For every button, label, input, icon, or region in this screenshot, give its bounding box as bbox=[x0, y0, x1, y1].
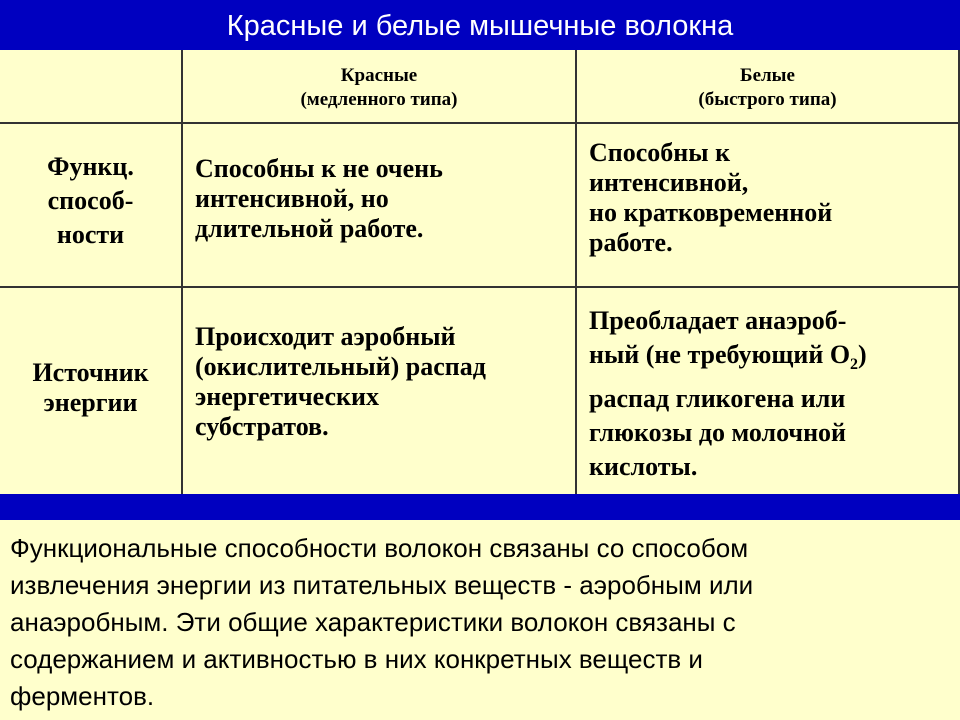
column-divider bbox=[575, 50, 577, 494]
header-white bbox=[577, 64, 958, 112]
cell-line: (окислительный) распад bbox=[195, 352, 486, 381]
cell-red-function bbox=[195, 154, 575, 244]
row-divider bbox=[0, 286, 958, 288]
cell-text: ный (не требующий O bbox=[589, 340, 851, 369]
comparison-table bbox=[0, 50, 960, 494]
divider-band bbox=[0, 494, 960, 520]
label-line: ности bbox=[56, 220, 125, 249]
row-divider bbox=[0, 122, 958, 124]
slide-title: Красные и белые мышечные волокна bbox=[0, 0, 960, 50]
cell-line: субстратов. bbox=[195, 412, 329, 441]
column-divider bbox=[181, 50, 183, 494]
cell-line: Происходит аэробный bbox=[195, 322, 456, 351]
row-label-energy bbox=[0, 358, 181, 418]
label-line: Функц. bbox=[47, 152, 134, 181]
cell-line: Способны к не очень bbox=[195, 154, 443, 183]
cell-line: длительной работе. bbox=[195, 214, 424, 243]
header-red-title: Красные bbox=[340, 65, 418, 86]
cell-line: интенсивной, но bbox=[195, 184, 389, 213]
cell-white-energy bbox=[589, 304, 958, 484]
summary-line: анаэробным. Эти общие характеристики волокон связаны с bbox=[10, 607, 736, 637]
cell-line: энергетических bbox=[195, 382, 379, 411]
cell-line: глюкозы до молочной bbox=[589, 418, 847, 448]
cell-line: распад гликогена или bbox=[589, 384, 846, 414]
header-white-title: Белые bbox=[740, 65, 795, 86]
summary-line: Функциональные способности волокон связаны со способом bbox=[10, 533, 749, 563]
header-white-subtitle: (быстрого типа) bbox=[698, 89, 837, 110]
cell-text: ) bbox=[858, 340, 867, 369]
cell-line: кислоты. bbox=[589, 452, 698, 482]
header-red bbox=[183, 64, 575, 112]
subscript: 2 bbox=[850, 356, 859, 374]
label-line: энергии bbox=[43, 388, 138, 417]
header-red-subtitle: (медленного типа) bbox=[300, 89, 458, 110]
summary-line: содержанием и активностью в них конкретных веществ и bbox=[10, 644, 703, 674]
cell-line: работе. bbox=[589, 228, 673, 257]
cell-line: Способны к bbox=[589, 138, 731, 167]
cell-line bbox=[589, 338, 958, 382]
label-line: способ- bbox=[47, 186, 134, 215]
summary-line: ферментов. bbox=[10, 681, 155, 711]
summary-line: извлечения энергии из питательных веществ - аэробным или bbox=[10, 570, 754, 600]
cell-line: Преобладает анаэроб- bbox=[589, 306, 847, 335]
cell-white-function bbox=[589, 138, 958, 258]
cell-line: но кратковременной bbox=[589, 198, 833, 227]
cell-red-energy bbox=[195, 322, 575, 442]
summary-text bbox=[10, 530, 955, 715]
row-label-function bbox=[0, 150, 181, 252]
cell-line: интенсивной, bbox=[589, 168, 749, 197]
label-line: Источник bbox=[32, 358, 149, 387]
